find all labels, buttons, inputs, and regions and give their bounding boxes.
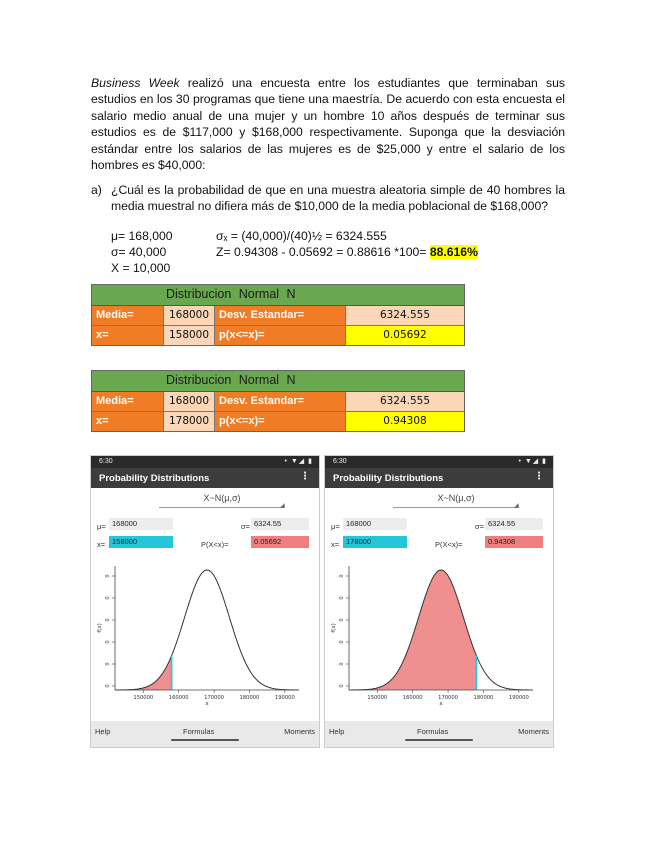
x-label: x= [331, 540, 340, 549]
x-tick-label: 180000 [239, 695, 260, 701]
p-label: P(X<x)= [201, 540, 229, 549]
x-input[interactable]: 158000 [109, 536, 173, 548]
p-value: 0.05692 [346, 326, 464, 345]
y-tick-label: 0 [105, 662, 111, 666]
table-header: Distribucion Normal N [92, 371, 464, 392]
p-label: p(x<=x)= [215, 412, 346, 431]
status-bar: 6:30 • ▼◢ ▮ [325, 456, 553, 468]
media-value: 168000 [164, 306, 215, 325]
question-text: ¿Cuál es la probabilidad de que en una muestra aleatoria simple de 40 hombres la media muestral no difiera más de $10,000 de la media poblacional de $168,000? [111, 183, 565, 213]
distribution-select[interactable]: X~N(μ,σ) [203, 493, 241, 503]
y-tick-label: 0 [339, 574, 345, 578]
overflow-menu-icon[interactable]: ⋮ [534, 471, 544, 482]
app-title: Probability Distributions [333, 473, 444, 484]
p-value: 0.94308 [346, 412, 464, 431]
bottom-nav [325, 721, 553, 747]
status-bar: 6:30 • ▼◢ ▮ [91, 456, 319, 468]
intro-text: realizó una encuesta entre los estudiantes que terminaban sus estudios en los 30 programas que tiene una maestría. De acuerdo con esta encuesta el salario medio anual de una mujer y un hombre 10 años después de terminar sus estudios es de $117,000 y $168,000 respectivamente. Suponga que la desviación estándar entre los salarios de las mujeres es de $25,000 y entre el salario de los hombres es $40,000: [91, 76, 565, 173]
app-bar [91, 468, 319, 488]
formulas-tab[interactable]: Formulas [183, 727, 215, 736]
x-value: 158000 [164, 326, 215, 345]
phone-screenshot-2 [324, 455, 554, 748]
x-tick-label: 170000 [204, 695, 224, 701]
excel-table-1 [91, 284, 465, 346]
mu-input[interactable]: 168000 [343, 518, 407, 530]
intro-italic: Business Week [91, 76, 180, 90]
media-value: 168000 [164, 392, 215, 411]
sigma-input[interactable]: 6324.55 [251, 518, 309, 530]
x-value: 178000 [164, 412, 215, 431]
help-tab[interactable]: Help [329, 727, 345, 736]
x-tick-label: 160000 [402, 695, 423, 701]
x-tick-label: 170000 [438, 695, 458, 701]
y-tick-label: 0 [105, 596, 111, 600]
y-tick-label: 0 [105, 684, 111, 688]
p-output: 0.05692 [251, 536, 309, 548]
density-chart [91, 554, 319, 714]
calc-sigma-xbar: σₓ = (40,000)/(40)½ = 6324.555 [216, 229, 387, 243]
sigma-input[interactable]: 6324.55 [485, 518, 543, 530]
desv-label: Desv. Estandar= [215, 306, 346, 325]
sigma-label: σ= [475, 522, 485, 531]
media-label: Media= [92, 392, 164, 411]
y-tick-label: 0 [339, 596, 345, 600]
excel-table-2 [91, 370, 465, 432]
bottom-nav [91, 721, 319, 747]
x-input[interactable]: 178000 [343, 536, 407, 548]
desv-value: 6324.555 [346, 392, 464, 411]
x-tick-label: 180000 [473, 695, 494, 701]
app-title: Probability Distributions [99, 473, 210, 484]
p-label: P(X<x)= [435, 540, 463, 549]
mu-input[interactable]: 168000 [109, 518, 173, 530]
p-output: 0.94308 [485, 536, 543, 548]
calc-sigma: σ= 40,000 [111, 245, 167, 259]
y-tick-label: 0 [339, 618, 345, 622]
y-axis-label: f(x) [97, 623, 103, 633]
p-label: p(x<=x)= [215, 326, 346, 345]
calc-z-result: 88.616% [429, 245, 478, 259]
overflow-menu-icon[interactable]: ⋮ [300, 471, 310, 482]
x-label: x= [97, 540, 106, 549]
table-header: Distribucion Normal N [92, 285, 464, 306]
calc-mu: μ= 168,000 [111, 229, 173, 243]
status-icons: • ▼◢ ▮ [518, 458, 547, 465]
y-axis-label: f(x) [331, 623, 337, 633]
intro-paragraph [91, 75, 565, 173]
status-icons: • ▼◢ ▮ [284, 458, 313, 465]
help-tab[interactable]: Help [95, 727, 111, 736]
moments-tab[interactable]: Moments [284, 727, 315, 736]
distribution-select[interactable]: X~N(μ,σ) [437, 493, 475, 503]
app-bar [325, 468, 553, 488]
x-tick-label: 190000 [508, 695, 529, 701]
y-tick-label: 0 [105, 574, 111, 578]
desv-value: 6324.555 [346, 306, 464, 325]
moments-tab[interactable]: Moments [518, 727, 549, 736]
x-tick-label: 150000 [367, 695, 388, 701]
gesture-bar[interactable] [405, 739, 473, 741]
density-chart [325, 554, 553, 714]
calc-z [216, 245, 478, 261]
shaded-area [349, 570, 476, 690]
x-axis-label: x [205, 701, 209, 707]
y-tick-label: 0 [339, 684, 345, 688]
dropdown-arrow-icon: ◢ [514, 503, 519, 509]
media-label: Media= [92, 306, 164, 325]
sigma-label: σ= [241, 522, 251, 531]
x-tick-label: 190000 [274, 695, 295, 701]
y-tick-label: 0 [105, 640, 111, 644]
x-axis-label: x [439, 701, 443, 707]
x-label: x= [92, 326, 164, 345]
gesture-bar[interactable] [171, 739, 239, 741]
phone-screenshot-1 [90, 455, 320, 748]
formulas-tab[interactable]: Formulas [417, 727, 449, 736]
desv-label: Desv. Estandar= [215, 392, 346, 411]
mu-label: μ= [97, 522, 106, 531]
y-tick-label: 0 [339, 662, 345, 666]
y-tick-label: 0 [105, 618, 111, 622]
question-label: a) [91, 183, 102, 197]
mu-label: μ= [331, 522, 340, 531]
dropdown-arrow-icon: ◢ [280, 503, 285, 509]
x-tick-label: 150000 [133, 695, 154, 701]
density-curve [115, 570, 299, 690]
y-tick-label: 0 [339, 640, 345, 644]
x-label: x= [92, 412, 164, 431]
calc-z-text: Z= 0.94308 - 0.05692 = 0.88616 *100= [216, 245, 430, 259]
calc-x: X = 10,000 [111, 261, 171, 275]
x-tick-label: 160000 [168, 695, 189, 701]
